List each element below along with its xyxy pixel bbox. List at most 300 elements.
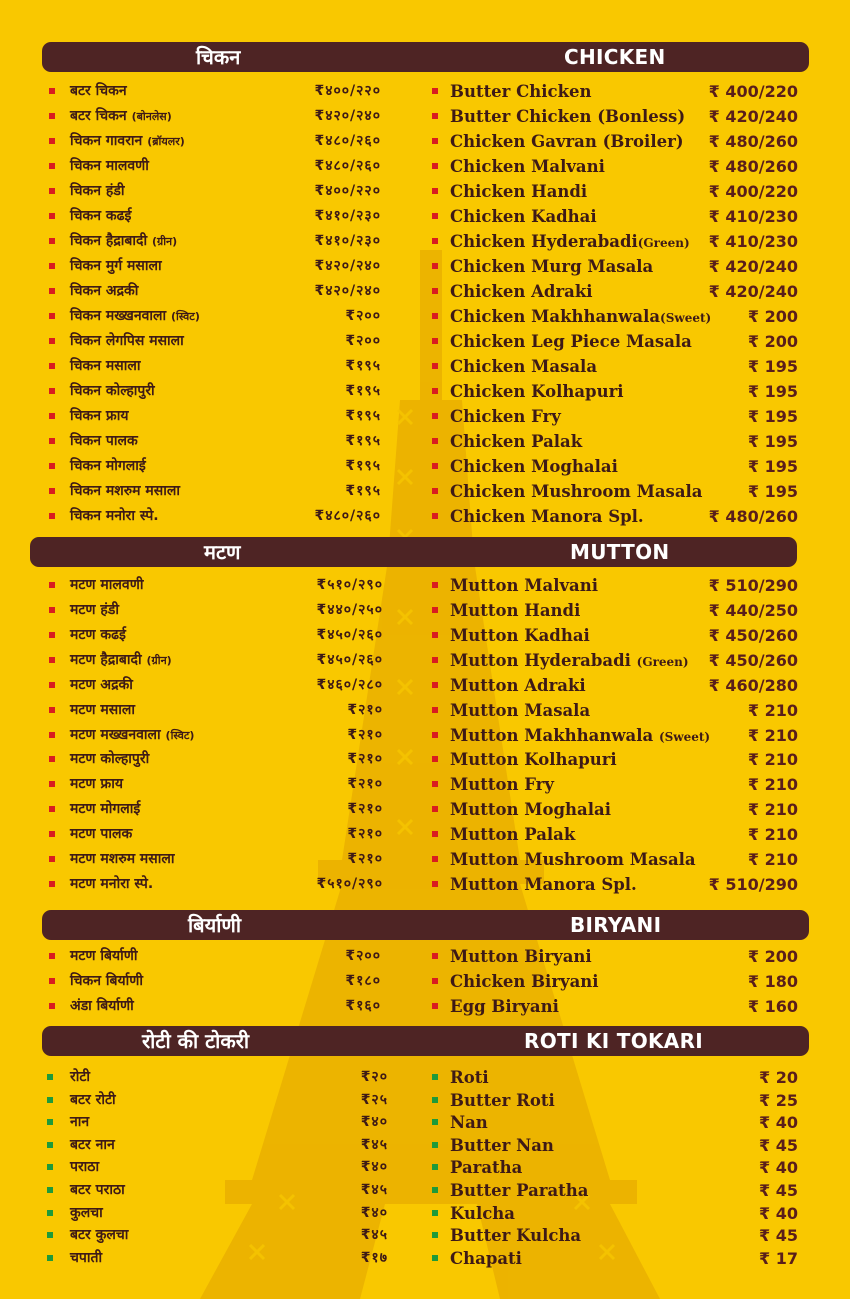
item-note-english: (Sweet) [660, 311, 712, 325]
item-name-marathi [70, 129, 185, 154]
item-name-english [450, 969, 599, 994]
item-name-english [450, 379, 624, 404]
menu-item-row [0, 1155, 850, 1180]
item-name-english-text: Chicken Murg Masala [450, 257, 654, 276]
menu-item-row [0, 573, 850, 598]
bullet-icon [432, 388, 438, 394]
bullet-icon [47, 1142, 53, 1148]
menu-item-row [0, 747, 850, 772]
bullet-icon [49, 781, 55, 787]
bullet-icon [432, 732, 438, 738]
bullet-icon [432, 1232, 438, 1238]
item-name-english [450, 598, 580, 623]
item-price-marathi: ₹२१० [347, 701, 383, 718]
item-name-marathi-text: मटण मोगलाई [70, 801, 141, 818]
item-name-english-text: Chicken Fry [450, 407, 561, 426]
bullet-icon [47, 1074, 53, 1080]
roti-title-marathi: रोटी की टोकरी [142, 1029, 250, 1053]
item-name-marathi-text: चिकन पालक [70, 433, 138, 449]
item-name-english-text: Chicken Malvani [450, 157, 605, 176]
item-price-english: ₹ 460/280 [708, 675, 798, 695]
menu-item-row [0, 1110, 850, 1135]
item-price-marathi: ₹२०० [345, 948, 381, 964]
item-name-english-text: Mutton Handi [450, 600, 581, 620]
bullet-icon [432, 831, 438, 837]
item-price-marathi: ₹२०० [345, 308, 381, 324]
item-price-marathi: ₹४२०/२४० [314, 108, 381, 124]
item-price-marathi: ₹४५ [360, 1182, 388, 1198]
bullet-icon [49, 831, 55, 837]
item-name-marathi-text: मटण हैद्राबादी [70, 651, 142, 668]
item-name-marathi [70, 1133, 115, 1158]
bullet-icon [49, 88, 55, 94]
bullet-icon [49, 388, 55, 394]
mutton-title-english: MUTTON [570, 540, 670, 564]
item-name-english-text: Chicken Leg Piece Masala [450, 332, 692, 351]
item-price-english: ₹ 195 [747, 407, 798, 426]
bullet-icon [432, 438, 438, 444]
item-price-marathi: ₹४१०/२३० [314, 233, 381, 249]
item-price-marathi: ₹४५ [360, 1136, 388, 1153]
item-name-english-text: Chicken Kadhai [450, 207, 597, 226]
bullet-icon [49, 582, 55, 588]
item-price-english: ₹ 40 [759, 1113, 798, 1133]
item-price-english: ₹ 210 [747, 800, 798, 820]
item-price-marathi: ₹१९५ [345, 433, 381, 449]
item-price-marathi: ₹२१० [347, 751, 383, 768]
menu-item-row [0, 598, 850, 623]
item-name-marathi [70, 969, 143, 994]
item-name-english [450, 797, 611, 822]
item-name-marathi [70, 944, 138, 969]
item-price-english: ₹ 210 [747, 700, 798, 720]
item-price-english: ₹ 160 [747, 997, 798, 1016]
item-name-marathi-text: चिकन मोगलाई [70, 458, 146, 474]
item-name-english-text: Chicken Kolhapuri [450, 382, 624, 401]
item-name-marathi [70, 179, 124, 204]
item-name-marathi [70, 847, 175, 872]
item-price-english: ₹ 195 [747, 457, 798, 476]
bullet-icon [47, 1187, 53, 1193]
menu-item-row [0, 872, 850, 897]
item-name-marathi-text: चिकन हंडी [70, 183, 125, 199]
item-price-marathi: ₹१८० [345, 973, 381, 989]
item-price-marathi: ₹४२०/२४० [314, 283, 381, 299]
menu-item-row [0, 673, 850, 698]
item-name-marathi-text: मटण कढई [70, 626, 126, 643]
item-price-english: ₹ 195 [747, 482, 798, 501]
item-price-english: ₹ 20 [759, 1068, 798, 1087]
item-name-marathi-text: चिकन मनोरा स्पे. [70, 508, 159, 524]
item-price-english: ₹ 450/260 [708, 650, 798, 670]
chicken-title-english: CHICKEN [564, 45, 666, 69]
item-note-english: (Green) [637, 236, 690, 250]
item-name-marathi [70, 1178, 125, 1203]
menu-item-row [0, 229, 850, 254]
item-name-marathi-text: चिकन बिर्याणी [70, 973, 144, 989]
item-name-marathi-text: चिकन मशरुम मसाला [70, 483, 181, 499]
menu-item-row [0, 79, 850, 104]
bullet-icon [49, 657, 55, 663]
menu-item-row [0, 254, 850, 279]
item-price-english: ₹ 45 [759, 1181, 798, 1200]
bullet-icon [432, 1187, 438, 1193]
bullet-icon [432, 682, 438, 688]
menu-item-row [0, 479, 850, 504]
item-name-marathi [70, 872, 153, 897]
item-price-marathi: ₹५१०/२९० [316, 876, 383, 893]
item-price-marathi: ₹२०० [345, 333, 381, 349]
bullet-icon [432, 363, 438, 369]
item-name-english [450, 1201, 515, 1226]
item-price-english: ₹ 420/240 [708, 107, 798, 126]
item-name-marathi-text: रोटी [70, 1069, 91, 1085]
item-name-marathi [70, 648, 172, 673]
menu-item-row [0, 404, 850, 429]
bullet-icon [47, 1255, 53, 1261]
item-name-marathi [70, 822, 132, 847]
item-name-english-text: Chapati [450, 1248, 522, 1268]
item-name-marathi-text: चिकन कोल्हापुरी [70, 383, 155, 399]
item-name-marathi-text: मटण पालक [70, 826, 133, 843]
item-name-english [450, 1246, 522, 1271]
bullet-icon [47, 1097, 53, 1103]
biryani-title-english: BIRYANI [570, 913, 662, 937]
menu-item-row [0, 772, 850, 797]
bullet-icon [47, 1232, 53, 1238]
bullet-icon [49, 288, 55, 294]
item-price-english: ₹ 40 [759, 1203, 798, 1223]
mutton-header [30, 537, 797, 567]
item-price-english: ₹ 480/260 [708, 157, 798, 176]
item-name-marathi [70, 1088, 116, 1113]
item-name-english-text: Mutton Mushroom Masala [450, 850, 696, 870]
bullet-icon [432, 1119, 438, 1125]
item-name-english-text: Mutton Adraki [450, 675, 586, 695]
item-name-marathi-text: चिकन मख्खनवाला [70, 308, 167, 324]
item-name-marathi-text: चपाती [70, 1249, 103, 1266]
item-name-english-text: Chicken Masala [450, 357, 598, 376]
bullet-icon [49, 607, 55, 613]
item-name-marathi [70, 1110, 89, 1135]
bullet-icon [432, 163, 438, 169]
item-price-english: ₹ 200 [747, 947, 798, 966]
bullet-icon [432, 756, 438, 762]
item-note-marathi: (ब्रॉयलर) [147, 135, 185, 148]
item-name-marathi [70, 229, 177, 254]
item-name-marathi [70, 479, 180, 504]
item-name-english-text: Nan [450, 1113, 488, 1133]
bullet-icon [432, 88, 438, 94]
bullet-icon [432, 213, 438, 219]
item-name-marathi [70, 598, 119, 623]
item-name-english-text: Chicken Mushroom Masala [450, 482, 703, 501]
item-name-english [450, 154, 605, 179]
bullet-icon [49, 682, 55, 688]
item-price-marathi: ₹४८०/२६० [314, 508, 381, 524]
item-price-marathi: ₹२१० [347, 826, 383, 843]
item-name-english-text: Chicken Adraki [450, 282, 593, 301]
item-note-marathi: (स्विट) [165, 728, 195, 742]
bullet-icon [49, 188, 55, 194]
item-name-marathi-text: चिकन फ्राय [70, 408, 129, 424]
menu-item-row [0, 797, 850, 822]
item-name-english-text: Chicken Gavran (Broiler) [450, 132, 684, 151]
item-name-marathi [70, 772, 123, 797]
item-name-marathi-text: मटण मख्खनवाला [70, 726, 161, 743]
bullet-icon [432, 488, 438, 494]
item-name-english [450, 354, 597, 379]
item-price-marathi: ₹२१० [347, 801, 383, 818]
item-name-english-text: Butter Nan [450, 1135, 554, 1155]
bullet-icon [432, 657, 438, 663]
item-name-english [450, 772, 554, 797]
item-name-marathi [70, 329, 184, 354]
bullet-icon [432, 707, 438, 713]
menu-item-row [0, 129, 850, 154]
bullet-icon [49, 756, 55, 762]
item-name-english [450, 329, 692, 354]
menu-item-row [0, 104, 850, 129]
bullet-icon [432, 1097, 438, 1103]
bullet-icon [49, 438, 55, 444]
bullet-icon [432, 881, 438, 887]
item-name-english [450, 994, 559, 1019]
item-price-marathi: ₹४८०/२६० [314, 133, 381, 149]
item-note-marathi: (ग्रीन) [146, 653, 172, 667]
menu-item-row [0, 279, 850, 304]
item-name-marathi-text: मटण हंडी [70, 601, 119, 618]
item-name-english [450, 1110, 488, 1135]
bullet-icon [432, 288, 438, 294]
item-price-english: ₹ 410/230 [708, 207, 798, 226]
item-name-english [450, 573, 598, 598]
item-name-marathi-text: बटर रोटी [70, 1091, 116, 1108]
item-price-english: ₹ 210 [747, 750, 798, 770]
item-name-english-text: Kulcha [450, 1203, 515, 1223]
item-note-marathi: (बोनलेस) [131, 110, 172, 123]
bullet-icon [47, 1119, 53, 1125]
item-name-english-text: Mutton Hyderabadi [450, 650, 631, 670]
menu-item-row [0, 623, 850, 648]
item-name-marathi [70, 404, 128, 429]
item-price-english: ₹ 45 [759, 1135, 798, 1155]
item-name-english-text: Mutton Palak [450, 825, 576, 845]
item-name-marathi [70, 79, 127, 104]
item-name-marathi [70, 254, 162, 279]
menu-item-row [0, 944, 850, 969]
menu-item-row [0, 822, 850, 847]
item-name-marathi [70, 204, 131, 229]
item-price-english: ₹ 420/240 [708, 257, 798, 276]
bullet-icon [49, 263, 55, 269]
item-price-english: ₹ 400/220 [708, 82, 798, 101]
item-name-english-text: Mutton Moghalai [450, 800, 611, 820]
item-name-marathi-text: मटण बिर्याणी [70, 948, 138, 964]
bullet-icon [432, 953, 438, 959]
menu-item-row [0, 723, 850, 748]
item-note-english: (Sweet) [658, 729, 711, 744]
biryani-title-marathi: बिर्याणी [188, 913, 242, 937]
item-name-marathi [70, 379, 155, 404]
bullet-icon [432, 313, 438, 319]
item-price-english: ₹ 45 [759, 1226, 798, 1246]
bullet-icon [432, 338, 438, 344]
item-name-english [450, 1223, 581, 1248]
bullet-icon [432, 856, 438, 862]
item-name-marathi-text: चिकन हैद्राबादी [70, 233, 148, 249]
item-name-english [450, 1155, 522, 1180]
item-price-english: ₹ 25 [759, 1090, 798, 1110]
item-name-marathi [70, 1246, 102, 1271]
item-price-english: ₹ 210 [747, 825, 798, 845]
bullet-icon [49, 338, 55, 344]
item-name-english-text: Chicken Handi [450, 182, 588, 201]
item-name-marathi-text: मटण कोल्हापुरी [70, 751, 150, 768]
bullet-icon [432, 413, 438, 419]
item-name-english-text: Mutton Fry [450, 775, 554, 795]
item-price-marathi: ₹२५ [360, 1091, 388, 1108]
item-name-marathi-text: मटण मशरुम मसाला [70, 851, 175, 868]
item-name-english-text: Mutton Kadhai [450, 625, 590, 645]
item-name-english [450, 204, 597, 229]
item-name-marathi [70, 1223, 128, 1248]
item-price-english: ₹ 510/290 [708, 875, 798, 895]
menu-item-row [0, 969, 850, 994]
item-name-english [450, 944, 592, 969]
item-price-english: ₹ 400/220 [708, 182, 798, 201]
item-name-english [450, 1178, 588, 1203]
item-name-english-text: Mutton Malvani [450, 576, 599, 595]
item-name-marathi-text: अंडा बिर्याणी [70, 998, 134, 1014]
item-price-marathi: ₹४१०/२३० [314, 208, 381, 224]
item-name-english [450, 673, 586, 698]
item-price-english: ₹ 510/290 [708, 576, 798, 595]
item-name-english [450, 304, 711, 331]
item-name-marathi-text: चिकन गावरान [70, 133, 143, 149]
item-name-english [450, 822, 575, 847]
menu-item-row [0, 379, 850, 404]
bullet-icon [47, 1164, 53, 1170]
item-price-marathi: ₹४५०/२६० [316, 626, 383, 643]
item-price-english: ₹ 195 [747, 357, 798, 376]
menu-item-row [0, 204, 850, 229]
item-name-english [450, 1133, 554, 1158]
item-name-english-text: Butter Kulcha [450, 1226, 582, 1246]
chicken-title-marathi: चिकन [196, 45, 241, 69]
item-name-english-text: Butter Chicken (Bonless) [450, 107, 686, 126]
item-price-marathi: ₹१९५ [345, 358, 381, 374]
item-name-english [450, 404, 561, 429]
item-name-marathi-text: चिकन कढई [70, 208, 132, 224]
item-price-english: ₹ 480/260 [708, 132, 798, 151]
item-name-marathi [70, 429, 138, 454]
item-name-marathi-text: चिकन मसाला [70, 358, 141, 374]
item-price-english: ₹ 480/260 [708, 507, 798, 526]
bullet-icon [49, 138, 55, 144]
item-name-english [450, 872, 637, 897]
menu-item-row [0, 179, 850, 204]
bullet-icon [49, 632, 55, 638]
item-price-marathi: ₹२१० [347, 726, 383, 743]
bullet-icon [49, 213, 55, 219]
item-name-english [450, 454, 618, 479]
item-name-marathi [70, 304, 200, 329]
item-name-marathi-text: मटण फ्राय [70, 776, 123, 793]
item-name-english-text: Butter Roti [450, 1090, 555, 1110]
bullet-icon [49, 1003, 55, 1009]
item-name-english-text: Butter Chicken [450, 82, 592, 101]
menu-item-row [0, 1246, 850, 1271]
item-note-marathi: (ग्रीन) [151, 235, 178, 248]
bullet-icon [432, 263, 438, 269]
bullet-icon [49, 806, 55, 812]
item-name-english [450, 79, 592, 104]
item-name-marathi-text: कुलचा [70, 1204, 103, 1221]
item-name-marathi [70, 104, 172, 129]
item-name-marathi [70, 1201, 103, 1226]
item-name-english [450, 747, 617, 772]
menu-item-row [0, 1065, 850, 1090]
chicken-header [42, 42, 809, 72]
item-name-english [450, 429, 582, 454]
bullet-icon [49, 513, 55, 519]
item-name-english [450, 254, 653, 279]
item-name-marathi [70, 1065, 90, 1090]
bullet-icon [49, 978, 55, 984]
menu-item-row [0, 1223, 850, 1248]
bullet-icon [432, 513, 438, 519]
item-name-english [450, 479, 702, 504]
item-price-english: ₹ 210 [747, 725, 798, 745]
menu-item-row [0, 429, 850, 454]
item-name-english [450, 179, 587, 204]
item-name-marathi [70, 797, 140, 822]
item-name-marathi-text: मटण मालवणी [70, 577, 144, 593]
menu-item-row [0, 1201, 850, 1226]
bullet-icon [432, 463, 438, 469]
item-name-english [450, 1088, 555, 1113]
item-price-marathi: ₹४५ [360, 1227, 388, 1244]
item-price-marathi: ₹२१० [347, 776, 383, 793]
menu-item-row [0, 329, 850, 354]
item-name-marathi [70, 154, 149, 179]
menu-item-row [0, 454, 850, 479]
bullet-icon [47, 1210, 53, 1216]
item-name-marathi [70, 994, 134, 1019]
menu-item-row [0, 154, 850, 179]
menu-item-row [0, 354, 850, 379]
item-name-marathi-text: मटण अद्रकी [70, 676, 133, 693]
item-name-marathi-text: मटण मनोरा स्पे. [70, 876, 154, 893]
bullet-icon [49, 238, 55, 244]
item-price-marathi: ₹५१०/२९० [316, 577, 383, 593]
item-note-english: (Green) [636, 654, 689, 669]
item-name-marathi-text: पराठा [70, 1159, 100, 1176]
menu-item-row [0, 847, 850, 872]
item-price-marathi: ₹४६०/२८० [316, 676, 383, 693]
bullet-icon [432, 238, 438, 244]
item-name-marathi [70, 504, 159, 529]
item-note-marathi: (स्विट) [171, 310, 200, 323]
item-name-marathi-text: बटर चिकन [70, 83, 127, 99]
item-name-english [450, 723, 710, 750]
item-name-marathi-text: चिकन लेगपिस मसाला [70, 333, 184, 349]
item-price-marathi: ₹१६० [345, 998, 381, 1014]
menu-item-row [0, 504, 850, 529]
item-name-marathi-text: चिकन अद्रकी [70, 283, 139, 299]
item-price-marathi: ₹२१० [347, 851, 383, 868]
